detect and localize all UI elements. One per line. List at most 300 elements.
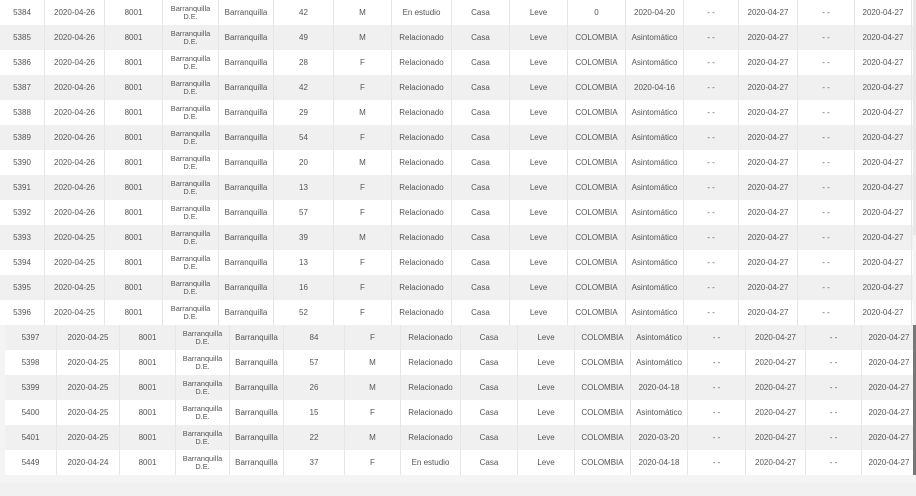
table-row bbox=[0, 125, 913, 150]
cell-death-date: - - bbox=[684, 125, 739, 150]
cell-diagnosis-date: 2020-04-27 bbox=[739, 275, 798, 300]
cell-city: Barranquilla bbox=[219, 0, 274, 25]
cell-death-date: - - bbox=[684, 225, 739, 250]
cell-attention: Relacionado bbox=[392, 225, 452, 250]
cell-recovery-date: - - bbox=[798, 200, 855, 225]
cell-case-id: 5391 bbox=[0, 175, 45, 200]
cell-country: COLOMBIA bbox=[575, 450, 631, 475]
cell-recovery-date: - - bbox=[798, 75, 855, 100]
cell-attention: Relacionado bbox=[392, 275, 452, 300]
cell-city: Barranquilla bbox=[230, 375, 284, 400]
cell-death-date: - - bbox=[688, 325, 746, 350]
cell-department: Barranquilla D.E. bbox=[163, 25, 219, 50]
cell-recovery-date: - - bbox=[806, 400, 862, 425]
cell-country: COLOMBIA bbox=[575, 375, 631, 400]
cell-city-code: 8001 bbox=[105, 225, 163, 250]
cell-attention: Relacionado bbox=[392, 175, 452, 200]
cell-death-date: - - bbox=[684, 50, 739, 75]
cell-recovery-date: - - bbox=[806, 450, 862, 475]
cell-report-date: 2020-04-26 bbox=[45, 0, 105, 25]
cell-diagnosis-date: 2020-04-27 bbox=[739, 125, 798, 150]
cell-death-date: - - bbox=[684, 75, 739, 100]
cell-department: Barranquilla D.E. bbox=[176, 375, 230, 400]
cell-department: Barranquilla D.E. bbox=[163, 0, 219, 25]
cell-location: Casa bbox=[452, 250, 510, 275]
cell-symptom-date: 2020-04-20 bbox=[626, 0, 684, 25]
cell-report-date: 2020-04-26 bbox=[45, 100, 105, 125]
cell-web-report-date: 2020-04-27 bbox=[855, 75, 912, 100]
cell-symptom-date: Asintomático bbox=[626, 300, 684, 325]
cell-symptom-date: 2020-04-16 bbox=[626, 75, 684, 100]
cell-recovery-date: - - bbox=[806, 375, 862, 400]
cell-status: Leve bbox=[510, 75, 568, 100]
cell-country: COLOMBIA bbox=[568, 50, 626, 75]
cell-status: Leve bbox=[510, 250, 568, 275]
cell-symptom-date: Asintomático bbox=[626, 150, 684, 175]
cell-attention: En estudio bbox=[401, 450, 461, 475]
cell-department: Barranquilla D.E. bbox=[163, 225, 219, 250]
cell-sex: F bbox=[345, 325, 401, 350]
cell-city: Barranquilla bbox=[230, 325, 284, 350]
cell-status: Leve bbox=[518, 400, 575, 425]
cell-web-report-date: 2020-04-27 bbox=[862, 350, 916, 375]
cell-attention: Relacionado bbox=[392, 100, 452, 125]
cell-sex: F bbox=[345, 450, 401, 475]
cell-recovery-date: - - bbox=[798, 250, 855, 275]
cell-location: Casa bbox=[452, 150, 510, 175]
cell-city: Barranquilla bbox=[219, 100, 274, 125]
horizontal-scroll-area[interactable] bbox=[0, 483, 916, 496]
cell-sex: M bbox=[334, 100, 392, 125]
cell-sex: F bbox=[334, 50, 392, 75]
cell-age: 57 bbox=[284, 350, 345, 375]
cell-death-date: - - bbox=[688, 350, 746, 375]
cell-location: Casa bbox=[452, 100, 510, 125]
table-row bbox=[0, 200, 913, 225]
cell-department: Barranquilla D.E. bbox=[176, 450, 230, 475]
cell-symptom-date: Asintomático bbox=[626, 250, 684, 275]
cell-city-code: 8001 bbox=[105, 175, 163, 200]
table-row bbox=[0, 100, 913, 125]
cell-status: Leve bbox=[510, 50, 568, 75]
cell-country: COLOMBIA bbox=[568, 200, 626, 225]
cell-case-id: 5395 bbox=[0, 275, 45, 300]
cell-city-code: 8001 bbox=[105, 250, 163, 275]
cell-city: Barranquilla bbox=[219, 275, 274, 300]
cell-status: Leve bbox=[510, 200, 568, 225]
cell-diagnosis-date: 2020-04-27 bbox=[739, 250, 798, 275]
cell-sex: F bbox=[334, 175, 392, 200]
cell-city-code: 8001 bbox=[105, 100, 163, 125]
cell-age: 13 bbox=[274, 250, 334, 275]
cell-attention: Relacionado bbox=[392, 75, 452, 100]
cell-age: 39 bbox=[274, 225, 334, 250]
cell-department: Barranquilla D.E. bbox=[176, 400, 230, 425]
cell-diagnosis-date: 2020-04-27 bbox=[739, 225, 798, 250]
cell-age: 29 bbox=[274, 100, 334, 125]
table-row bbox=[0, 150, 913, 175]
cell-diagnosis-date: 2020-04-27 bbox=[739, 300, 798, 325]
cell-report-date: 2020-04-26 bbox=[45, 50, 105, 75]
cell-age: 57 bbox=[274, 200, 334, 225]
cell-attention: Relacionado bbox=[392, 300, 452, 325]
cell-sex: F bbox=[345, 400, 401, 425]
cell-city-code: 8001 bbox=[120, 450, 176, 475]
cell-city: Barranquilla bbox=[219, 300, 274, 325]
cell-status: Leve bbox=[518, 325, 575, 350]
cell-sex: F bbox=[334, 75, 392, 100]
cell-department: Barranquilla D.E. bbox=[163, 200, 219, 225]
cell-recovery-date: - - bbox=[798, 225, 855, 250]
cell-recovery-date: - - bbox=[798, 0, 855, 25]
cell-symptom-date: 2020-03-20 bbox=[631, 425, 688, 450]
cell-attention: Relacionado bbox=[401, 425, 461, 450]
cell-location: Casa bbox=[452, 0, 510, 25]
cell-age: 15 bbox=[284, 400, 345, 425]
cell-city-code: 8001 bbox=[120, 325, 176, 350]
table-row bbox=[0, 25, 913, 50]
cell-sex: F bbox=[334, 250, 392, 275]
cell-sex: F bbox=[334, 275, 392, 300]
cell-symptom-date: Asintomático bbox=[631, 400, 688, 425]
cell-web-report-date: 2020-04-27 bbox=[855, 125, 912, 150]
cell-sex: M bbox=[334, 150, 392, 175]
table-row bbox=[5, 350, 916, 375]
cell-status: Leve bbox=[518, 425, 575, 450]
cell-death-date: - - bbox=[688, 425, 746, 450]
cell-country: COLOMBIA bbox=[568, 275, 626, 300]
cell-death-date: - - bbox=[684, 300, 739, 325]
cell-report-date: 2020-04-26 bbox=[45, 75, 105, 100]
cell-case-id: 5389 bbox=[0, 125, 45, 150]
cell-death-date: - - bbox=[688, 375, 746, 400]
cell-web-report-date: 2020-04-27 bbox=[855, 250, 912, 275]
cell-country: COLOMBIA bbox=[568, 25, 626, 50]
table-row bbox=[0, 75, 913, 100]
cell-symptom-date: Asintomático bbox=[626, 50, 684, 75]
cell-attention: Relacionado bbox=[401, 350, 461, 375]
cell-case-id: 5393 bbox=[0, 225, 45, 250]
cell-department: Barranquilla D.E. bbox=[163, 150, 219, 175]
cell-sex: M bbox=[345, 350, 401, 375]
cell-city: Barranquilla bbox=[219, 175, 274, 200]
cell-death-date: - - bbox=[684, 25, 739, 50]
cell-recovery-date: - - bbox=[798, 275, 855, 300]
cell-country: COLOMBIA bbox=[575, 350, 631, 375]
cell-diagnosis-date: 2020-04-27 bbox=[739, 25, 798, 50]
cell-status: Leve bbox=[510, 125, 568, 150]
cell-city-code: 8001 bbox=[120, 350, 176, 375]
cell-case-id: 5388 bbox=[0, 100, 45, 125]
cell-city-code: 8001 bbox=[105, 200, 163, 225]
table-row bbox=[5, 425, 916, 450]
cell-age: 84 bbox=[284, 325, 345, 350]
cell-symptom-date: Asintomático bbox=[631, 325, 688, 350]
cell-department: Barranquilla D.E. bbox=[176, 425, 230, 450]
cell-diagnosis-date: 2020-04-27 bbox=[739, 100, 798, 125]
cell-recovery-date: - - bbox=[806, 325, 862, 350]
cell-city-code: 8001 bbox=[105, 50, 163, 75]
cell-status: Leve bbox=[510, 25, 568, 50]
cell-symptom-date: 2020-04-18 bbox=[631, 450, 688, 475]
cell-city-code: 8001 bbox=[105, 300, 163, 325]
cell-sex: M bbox=[345, 425, 401, 450]
cell-country: COLOMBIA bbox=[568, 100, 626, 125]
cell-death-date: - - bbox=[684, 200, 739, 225]
cell-age: 28 bbox=[274, 50, 334, 75]
cell-web-report-date: 2020-04-27 bbox=[855, 100, 912, 125]
cell-location: Casa bbox=[461, 375, 518, 400]
cell-symptom-date: 2020-04-18 bbox=[631, 375, 688, 400]
cell-diagnosis-date: 2020-04-27 bbox=[746, 325, 806, 350]
cell-attention: Relacionado bbox=[392, 125, 452, 150]
cell-attention: Relacionado bbox=[392, 200, 452, 225]
cell-web-report-date: 2020-04-27 bbox=[862, 425, 916, 450]
table-row bbox=[0, 225, 913, 250]
cell-country: COLOMBIA bbox=[575, 400, 631, 425]
cell-case-id: 5398 bbox=[5, 350, 57, 375]
cell-age: 26 bbox=[284, 375, 345, 400]
cell-death-date: - - bbox=[684, 0, 739, 25]
cell-death-date: - - bbox=[684, 275, 739, 300]
cell-diagnosis-date: 2020-04-27 bbox=[739, 50, 798, 75]
cell-case-id: 5400 bbox=[5, 400, 57, 425]
cell-death-date: - - bbox=[684, 100, 739, 125]
cell-location: Casa bbox=[452, 175, 510, 200]
table-row bbox=[0, 300, 913, 325]
cell-case-id: 5386 bbox=[0, 50, 45, 75]
table-row bbox=[5, 450, 916, 475]
cell-symptom-date: Asintomático bbox=[626, 225, 684, 250]
cell-symptom-date: Asintomático bbox=[626, 275, 684, 300]
cell-death-date: - - bbox=[684, 175, 739, 200]
cell-department: Barranquilla D.E. bbox=[176, 325, 230, 350]
cell-symptom-date: Asintomático bbox=[626, 175, 684, 200]
cell-web-report-date: 2020-04-27 bbox=[855, 275, 912, 300]
cell-web-report-date: 2020-04-27 bbox=[862, 400, 916, 425]
cell-department: Barranquilla D.E. bbox=[163, 175, 219, 200]
cell-city-code: 8001 bbox=[105, 150, 163, 175]
cell-sex: M bbox=[334, 225, 392, 250]
cell-case-id: 5397 bbox=[5, 325, 57, 350]
cell-city: Barranquilla bbox=[230, 450, 284, 475]
cell-sex: F bbox=[334, 300, 392, 325]
cell-report-date: 2020-04-26 bbox=[45, 175, 105, 200]
cell-report-date: 2020-04-26 bbox=[45, 200, 105, 225]
cell-web-report-date: 2020-04-27 bbox=[855, 150, 912, 175]
cell-report-date: 2020-04-25 bbox=[45, 300, 105, 325]
table-row bbox=[5, 400, 916, 425]
cell-diagnosis-date: 2020-04-27 bbox=[746, 375, 806, 400]
cell-city-code: 8001 bbox=[105, 75, 163, 100]
cell-recovery-date: - - bbox=[798, 300, 855, 325]
cell-age: 20 bbox=[274, 150, 334, 175]
cell-city: Barranquilla bbox=[230, 400, 284, 425]
cell-country: COLOMBIA bbox=[575, 425, 631, 450]
cell-location: Casa bbox=[452, 25, 510, 50]
cell-web-report-date: 2020-04-27 bbox=[855, 0, 912, 25]
cell-location: Casa bbox=[452, 300, 510, 325]
cell-web-report-date: 2020-04-27 bbox=[855, 225, 912, 250]
cell-city-code: 8001 bbox=[105, 125, 163, 150]
cell-attention: Relacionado bbox=[392, 50, 452, 75]
cell-symptom-date: Asintomático bbox=[626, 125, 684, 150]
cell-city: Barranquilla bbox=[219, 200, 274, 225]
cell-attention: Relacionado bbox=[392, 250, 452, 275]
cell-attention: Relacionado bbox=[401, 400, 461, 425]
cell-case-id: 5399 bbox=[5, 375, 57, 400]
table-row bbox=[5, 375, 916, 400]
cell-city-code: 8001 bbox=[120, 425, 176, 450]
cell-city-code: 8001 bbox=[105, 275, 163, 300]
cell-attention: Relacionado bbox=[401, 375, 461, 400]
cell-department: Barranquilla D.E. bbox=[163, 275, 219, 300]
cell-death-date: - - bbox=[684, 250, 739, 275]
cell-location: Casa bbox=[461, 325, 518, 350]
cell-report-date: 2020-04-26 bbox=[45, 25, 105, 50]
cell-department: Barranquilla D.E. bbox=[163, 250, 219, 275]
cell-web-report-date: 2020-04-27 bbox=[855, 25, 912, 50]
cell-symptom-date: Asintomático bbox=[626, 200, 684, 225]
cell-report-date: 2020-04-25 bbox=[57, 425, 120, 450]
cell-sex: M bbox=[334, 25, 392, 50]
cell-web-report-date: 2020-04-27 bbox=[862, 375, 916, 400]
cell-age: 16 bbox=[274, 275, 334, 300]
cell-recovery-date: - - bbox=[798, 175, 855, 200]
cell-location: Casa bbox=[452, 200, 510, 225]
cell-symptom-date: Asintomático bbox=[631, 350, 688, 375]
cell-city: Barranquilla bbox=[219, 125, 274, 150]
cell-status: Leve bbox=[510, 175, 568, 200]
table-row bbox=[0, 50, 913, 75]
cell-death-date: - - bbox=[688, 400, 746, 425]
cell-location: Casa bbox=[461, 350, 518, 375]
cell-city: Barranquilla bbox=[219, 150, 274, 175]
cell-department: Barranquilla D.E. bbox=[163, 100, 219, 125]
cell-age: 49 bbox=[274, 25, 334, 50]
cell-age: 22 bbox=[284, 425, 345, 450]
cell-location: Casa bbox=[461, 425, 518, 450]
cell-diagnosis-date: 2020-04-27 bbox=[746, 400, 806, 425]
cell-sex: M bbox=[345, 375, 401, 400]
cell-report-date: 2020-04-25 bbox=[57, 325, 120, 350]
cell-age: 54 bbox=[274, 125, 334, 150]
cell-web-report-date: 2020-04-27 bbox=[862, 450, 916, 475]
cell-recovery-date: - - bbox=[798, 150, 855, 175]
cell-web-report-date: 2020-04-27 bbox=[855, 300, 912, 325]
cell-status: Leve bbox=[510, 225, 568, 250]
cell-attention: Relacionado bbox=[401, 325, 461, 350]
cell-location: Casa bbox=[452, 50, 510, 75]
cell-diagnosis-date: 2020-04-27 bbox=[746, 450, 806, 475]
cell-symptom-date: Asintomático bbox=[626, 100, 684, 125]
cell-country: COLOMBIA bbox=[568, 75, 626, 100]
cell-recovery-date: - - bbox=[798, 125, 855, 150]
cell-country: COLOMBIA bbox=[568, 300, 626, 325]
cell-attention: En estudio bbox=[392, 0, 452, 25]
table-row bbox=[0, 250, 913, 275]
cell-diagnosis-date: 2020-04-27 bbox=[739, 75, 798, 100]
cell-department: Barranquilla D.E. bbox=[163, 300, 219, 325]
cell-city: Barranquilla bbox=[219, 225, 274, 250]
cell-report-date: 2020-04-26 bbox=[45, 150, 105, 175]
cell-status: Leve bbox=[518, 375, 575, 400]
cell-status: Leve bbox=[518, 350, 575, 375]
cell-status: Leve bbox=[518, 450, 575, 475]
table-row bbox=[0, 175, 913, 200]
cell-death-date: - - bbox=[688, 450, 746, 475]
cell-country: 0 bbox=[568, 0, 626, 25]
cell-case-id: 5392 bbox=[0, 200, 45, 225]
cell-city: Barranquilla bbox=[230, 425, 284, 450]
cell-location: Casa bbox=[452, 75, 510, 100]
cell-recovery-date: - - bbox=[798, 50, 855, 75]
cell-report-date: 2020-04-26 bbox=[45, 125, 105, 150]
cell-symptom-date: Asintomático bbox=[626, 25, 684, 50]
cell-country: COLOMBIA bbox=[568, 175, 626, 200]
cell-department: Barranquilla D.E. bbox=[176, 350, 230, 375]
cell-sex: F bbox=[334, 200, 392, 225]
cell-recovery-date: - - bbox=[798, 100, 855, 125]
cell-report-date: 2020-04-25 bbox=[57, 350, 120, 375]
cell-status: Leve bbox=[510, 100, 568, 125]
cell-attention: Relacionado bbox=[392, 150, 452, 175]
cell-age: 42 bbox=[274, 75, 334, 100]
cell-city-code: 8001 bbox=[120, 400, 176, 425]
cell-location: Casa bbox=[461, 400, 518, 425]
cell-status: Leve bbox=[510, 300, 568, 325]
cell-recovery-date: - - bbox=[806, 350, 862, 375]
cell-country: COLOMBIA bbox=[568, 250, 626, 275]
cell-city: Barranquilla bbox=[230, 350, 284, 375]
cell-case-id: 5396 bbox=[0, 300, 45, 325]
cell-city: Barranquilla bbox=[219, 250, 274, 275]
cell-department: Barranquilla D.E. bbox=[163, 125, 219, 150]
cell-report-date: 2020-04-25 bbox=[45, 275, 105, 300]
cell-report-date: 2020-04-24 bbox=[57, 450, 120, 475]
table-row bbox=[0, 275, 913, 300]
cell-case-id: 5384 bbox=[0, 0, 45, 25]
cell-web-report-date: 2020-04-27 bbox=[862, 325, 916, 350]
cell-country: COLOMBIA bbox=[575, 325, 631, 350]
cell-city: Barranquilla bbox=[219, 75, 274, 100]
cell-report-date: 2020-04-25 bbox=[57, 375, 120, 400]
cell-city-code: 8001 bbox=[105, 25, 163, 50]
cell-age: 37 bbox=[284, 450, 345, 475]
cell-status: Leve bbox=[510, 0, 568, 25]
cell-city-code: 8001 bbox=[105, 0, 163, 25]
cell-death-date: - - bbox=[684, 150, 739, 175]
cell-sex: M bbox=[334, 0, 392, 25]
cell-case-id: 5390 bbox=[0, 150, 45, 175]
cell-sex: F bbox=[334, 125, 392, 150]
cell-location: Casa bbox=[452, 275, 510, 300]
cell-case-id: 5449 bbox=[5, 450, 57, 475]
cell-city-code: 8001 bbox=[120, 375, 176, 400]
cell-case-id: 5394 bbox=[0, 250, 45, 275]
cell-web-report-date: 2020-04-27 bbox=[855, 50, 912, 75]
cell-status: Leve bbox=[510, 150, 568, 175]
cell-recovery-date: - - bbox=[806, 425, 862, 450]
cell-location: Casa bbox=[452, 225, 510, 250]
cell-diagnosis-date: 2020-04-27 bbox=[746, 350, 806, 375]
cell-age: 13 bbox=[274, 175, 334, 200]
cell-country: COLOMBIA bbox=[568, 225, 626, 250]
cell-case-id: 5387 bbox=[0, 75, 45, 100]
cell-attention: Relacionado bbox=[392, 25, 452, 50]
cell-report-date: 2020-04-25 bbox=[57, 400, 120, 425]
cell-age: 42 bbox=[274, 0, 334, 25]
